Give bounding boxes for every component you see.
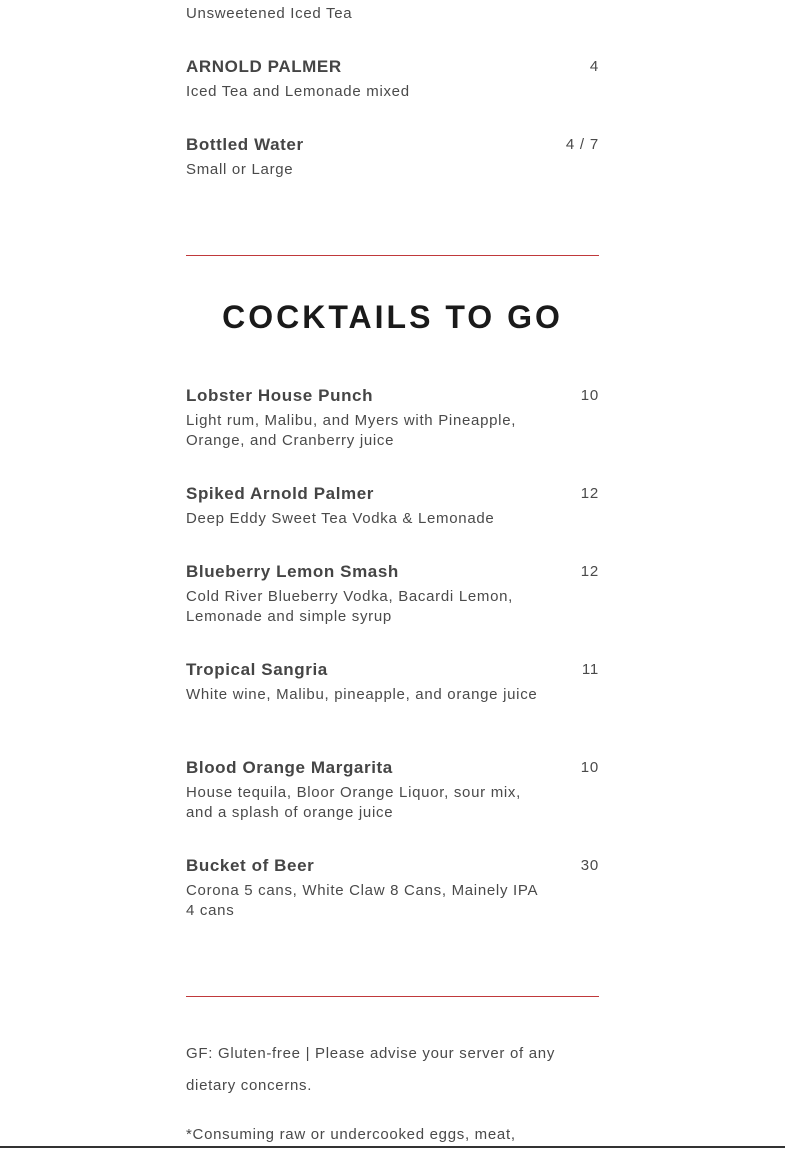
section-divider [186, 255, 599, 256]
menu-item-price: 10 [580, 387, 599, 404]
menu-item-description: Deep Eddy Sweet Tea Vodka & Lemonade [186, 510, 495, 527]
dietary-note: GF: Gluten-free | Please advise your server of any dietary concerns. [186, 1045, 556, 1094]
menu-item-name: Bottled Water [186, 135, 304, 154]
raw-food-warning: *Consuming raw or undercooked eggs, meat, [186, 1126, 516, 1143]
menu-item-description: Light rum, Malibu, and Myers with Pineapple, Orange, and Cranberry juice [186, 412, 517, 449]
menu-item-name: Spiked Arnold Palmer [186, 484, 375, 503]
menu-item-name: Blueberry Lemon Smash [186, 562, 399, 581]
page-bottom-edge [0, 1146, 785, 1148]
partial-item-description: Unsweetened Iced Tea [186, 5, 353, 22]
menu-item-price: 4 / 7 [565, 136, 599, 153]
section-divider [186, 996, 599, 997]
menu-item-price: 4 [589, 58, 599, 75]
menu-item-price: 11 [581, 661, 599, 678]
menu-item-name: Blood Orange Margarita [186, 758, 393, 777]
menu-item-description: White wine, Malibu, pineapple, and orange juice [186, 686, 538, 703]
menu-item-price: 30 [580, 857, 599, 874]
menu-item-price: 10 [580, 759, 599, 776]
menu-item-name: Bucket of Beer [186, 856, 315, 875]
menu-item-name: Lobster House Punch [186, 386, 374, 405]
menu-item-name: ARNOLD PALMER [186, 57, 342, 76]
menu-item-description: Iced Tea and Lemonade mixed [186, 83, 410, 100]
menu-item-description: Cold River Blueberry Vodka, Bacardi Lemon, Lemonade and simple syrup [186, 588, 514, 625]
section-title: COCKTAILS TO GO [222, 299, 563, 335]
menu-item-description: House tequila, Bloor Orange Liquor, sour mix, and a splash of orange juice [186, 784, 521, 821]
menu-item-name: Tropical Sangria [186, 660, 328, 679]
menu-item-description: Corona 5 cans, White Claw 8 Cans, Mainely IPA 4 cans [186, 882, 538, 919]
menu-item-price: 12 [580, 485, 599, 502]
menu-item-price: 12 [580, 563, 599, 580]
menu-item-description: Small or Large [186, 161, 294, 178]
